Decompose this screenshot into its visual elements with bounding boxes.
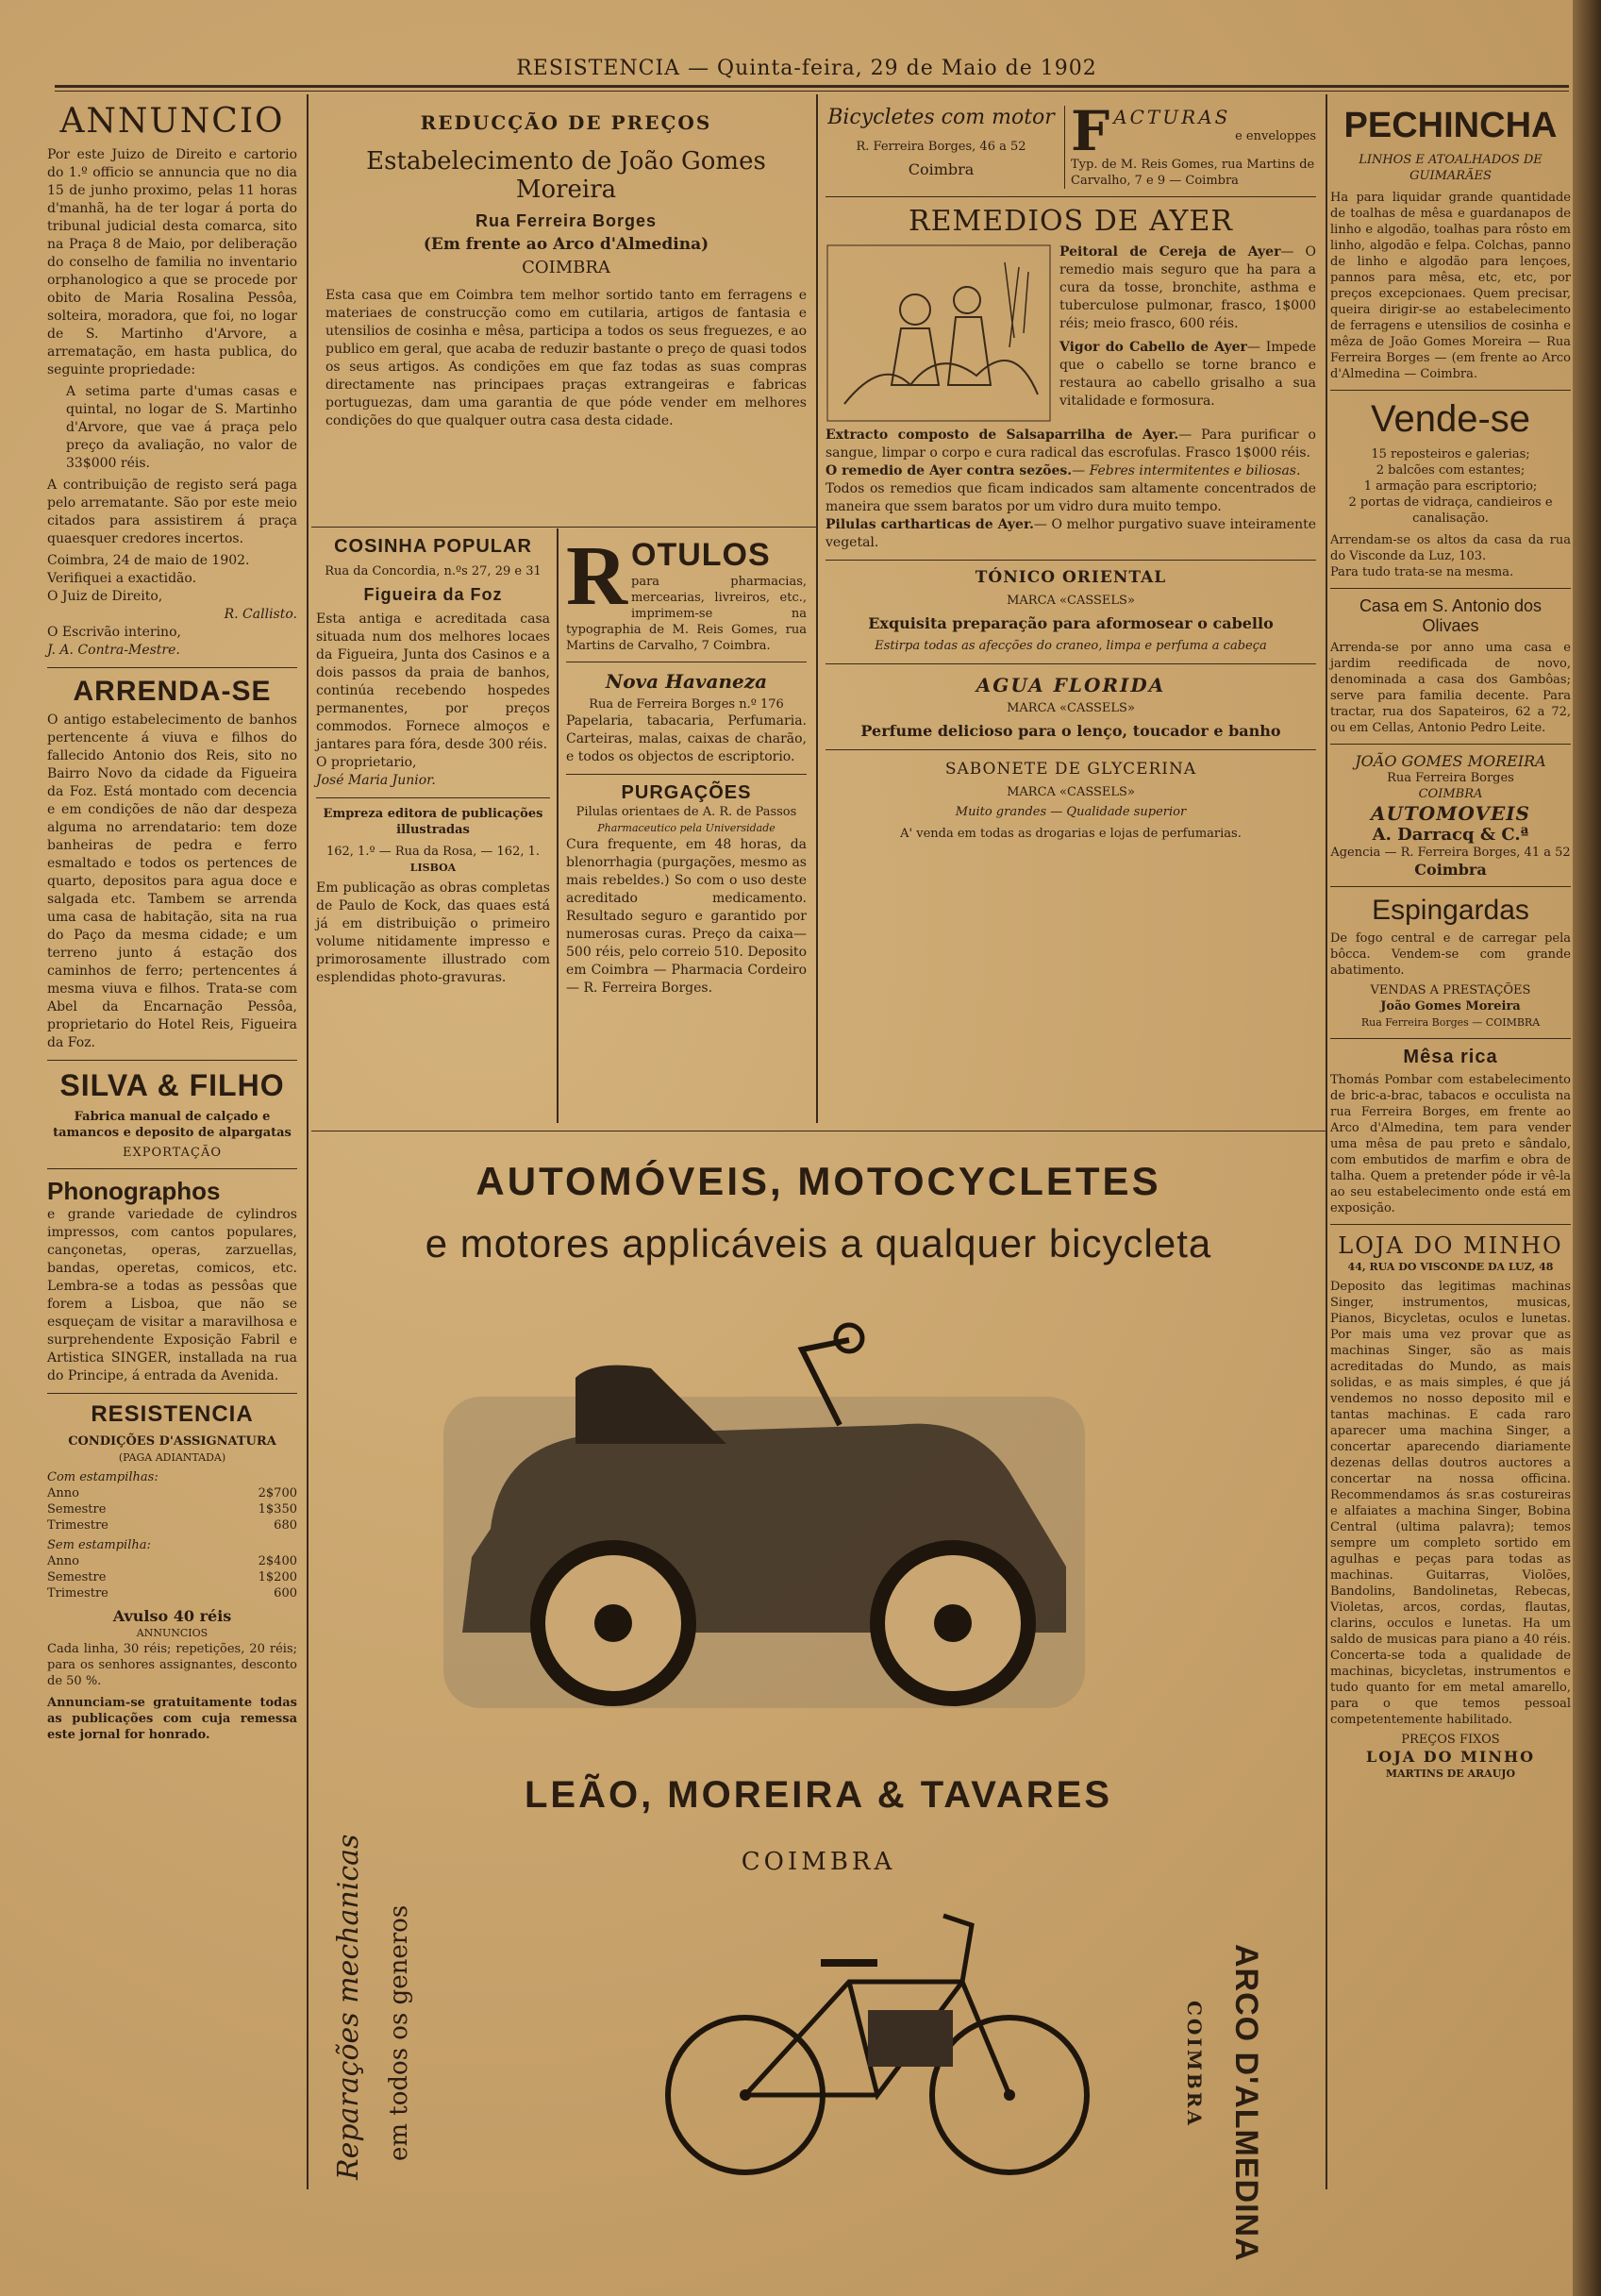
casa-title: Casa em S. Antonio dos Olivaes <box>1359 596 1543 635</box>
price-row <box>47 1501 297 1517</box>
divider <box>1330 886 1571 887</box>
resistencia-line-price: Cada linha, 30 réis; repetições, 20 réis; para os senhores assignantes, desconto de 50 %. <box>47 1642 297 1688</box>
ayer-exq: Exquisita preparação para aformosear o cabello <box>868 614 1274 632</box>
header-rule <box>55 85 1569 88</box>
price-row <box>47 1485 297 1501</box>
ayer-perfume: Perfume delicioso para o lenço, toucador e banho <box>860 722 1281 740</box>
purgacoes-body: Cura frequente, em 48 horas, da blenorrhagia (purgações, mesmo as mais rebeldes.) So com o uso deste acreditado medicamento. Resultado seguro e garantido por numerosas curas. Preço da caixa—500 réis, pelo correio 510. Deposito em Coimbra — Pharmacia Cordeiro — R. Ferreira Borges. <box>566 837 807 996</box>
divider <box>1330 1224 1571 1225</box>
pechincha-sub: LINHOS E ATOALHADOS DE GUIMARÃES <box>1359 153 1543 183</box>
ayer-illustration-icon <box>826 243 1052 423</box>
resistencia-annuncios: ANNUNCIOS <box>136 1627 208 1639</box>
automoveis-city: Coimbra <box>1414 861 1487 879</box>
resistencia-with-stamp: Com estampilhas: <box>47 1470 158 1484</box>
automoveis-firm: A. Darracq & C.ª <box>1372 825 1529 845</box>
auto-side-1: Reparações mechanicas <box>332 1834 365 2180</box>
reducao-title: REDUCÇÃO DE PREÇOS <box>420 111 712 134</box>
annuncio-body2: A contribuição de registo será paga pelo arrematante. São por este meio citados para assistirem á praça quaesquer credores incertos. <box>47 478 297 546</box>
bicycles-title: Bicycletes com motor <box>827 106 1055 129</box>
annuncio-item: A setima parte d'umas casas e quintal, no logar de S. Martinho d'Arvore, que vae á praça pelo preço da avaliação, no valor de 33$000 réis. <box>66 384 297 471</box>
price-row <box>47 1517 297 1533</box>
ayer-remedios: Todos os remedios que ficam indicados sam altamente concentrados de maneira que ssem baratos por um vidro dura muito tempo. <box>826 481 1316 514</box>
divider <box>1330 588 1571 589</box>
cosinha-town: Figueira da Foz <box>363 585 503 604</box>
resistencia-title: RESISTENCIA <box>91 1401 254 1427</box>
cosinha-owner: José Maria Junior. <box>316 773 436 788</box>
annuncio-date: Coimbra, 24 de maio de 1902. <box>47 553 250 568</box>
price-label: Trimestre <box>47 1586 108 1600</box>
automoveis-title: AUTOMOVEIS <box>1370 802 1531 825</box>
espingardas-addr: Rua Ferreira Borges — COIMBRA <box>1360 1016 1541 1029</box>
loja-fixed: PREÇOS FIXOS <box>1401 1733 1500 1747</box>
espingardas-body: De fogo central e de carregar pela bôcca. Vendem-se com grande abatimento. <box>1330 931 1571 978</box>
mesa-title: Mêsa rica <box>1403 1047 1498 1067</box>
espingardas-vendas: VENDAS A PRESTAÇÕES <box>1370 983 1531 997</box>
resistencia-avulso: Avulso 40 réis <box>112 1607 232 1625</box>
divider <box>47 667 297 668</box>
joao-city: COIMBRA <box>1418 787 1483 801</box>
column-rule-4 <box>1326 94 1327 2189</box>
espingardas-name: João Gomes Moreira <box>1380 999 1521 1014</box>
loja-title: LOJA DO MINHO <box>1338 1232 1563 1259</box>
empresa-city: LISBOA <box>409 862 457 874</box>
column-rule-3 <box>816 94 818 1123</box>
ayer-venda: A' venda em todas as drogarias e lojas de perfumarias. <box>900 827 1242 841</box>
ayer-tonico: TÓNICO ORIENTAL <box>975 568 1167 587</box>
auto-ad <box>316 1159 1321 1266</box>
price-value: 1$350 <box>258 1502 297 1517</box>
arrenda-body: O antigo estabelecimento de banhos pertencente á viuva e filhos do fallecido Antonio dos Reis, sito no Bairro Novo da cidade da Figueira da Foz. Está montado com decencia e em condições de não dar despeza alguma no arrendatario: tem doze banheiras de pedra e ferro esmaltado e todos os pertences de quarto, depositos para agua doce e salgada etc. Tambem se arrenda uma casa de habitação, sita na rua do Paço da mesma cidade; e um terreno junto á estação dos caminhos de ferro; pertencentes á mesma viuva e filhos. Trata-se com Abel da Encarnação Pessôa, proprietario do Hotel Reis, Figueira da Foz. <box>47 712 297 1050</box>
resistencia-free: Annunciam-se gratuitamente todas as publicações com cuja remessa este jornal for honrado. <box>47 1696 297 1742</box>
ayer-extracto-title: Extracto composto de Salsaparrilha de Ayer. <box>826 427 1179 443</box>
column-3 <box>566 536 807 997</box>
header-rule-thin <box>55 91 1569 92</box>
bicycles-city: Coimbra <box>908 160 975 178</box>
annuncio-clerk: J. A. Contra-Mestre. <box>47 643 180 658</box>
page-edge-shadow <box>1573 0 1601 2296</box>
automobile-illustration-icon <box>406 1321 1123 1746</box>
ayer-extracto: — Para purificar o sangue, limpar o corpo e cura radical das escrofulas. Frasco 1$000 réis. <box>826 427 1316 461</box>
facturas-letter: F <box>1071 106 1110 163</box>
vende-trata: Para tudo trata-se na mesma. <box>1330 565 1514 579</box>
divider <box>1330 1038 1571 1039</box>
price-label: Anno <box>47 1554 79 1568</box>
annuncio-clerk-role: O Escrivão interino, <box>47 625 181 640</box>
divider <box>316 797 550 798</box>
price-label: Semestre <box>47 1570 107 1584</box>
havaneza-addr: Rua de Ferreira Borges n.º 176 <box>589 697 784 712</box>
phono-title: Phonographos <box>47 1177 221 1205</box>
silva-sub: Fabrica manual de calçado e tamancos e deposito de alpargatas <box>53 1110 292 1140</box>
ayer-sezoes-title: O remedio de Ayer contra sezões. <box>826 463 1073 478</box>
ayer-muito: Muito grandes — Qualidade superior <box>955 805 1187 819</box>
auto-title-1: AUTOMÓVEIS, MOTOCYCLETES <box>475 1159 1161 1203</box>
cosinha-body: Esta antiga e acreditada casa situada num dos melhores locaes da Figueira, Junta dos Casinos e a dois passos da praia de banhos, continúa recebendo hospedes permanentes, por preços commodos. Fornece almoços e jantares para fóra, desde 300 réis. <box>316 612 550 752</box>
divider <box>826 196 1316 197</box>
reducao-shop: Estabelecimento de João Gomes Moreira <box>366 147 766 204</box>
reducao-body: Esta casa que em Coimbra tem melhor sortido tanto em ferragens e materiaes de construcção como em cutilaria, artigos de fantasia e utensilios de cosinha e mêsa, participa a todos os seus freguezes, e ao publico em geral, que acaba de reduzir bastante o preço de quasi todos os seus artigos. As condições em que faz todas as suas compras directamente nas principaes praças extrangeiras e fabricas portuguezas, dam uma garantia de que póde vender em melhores condições do que qualquer outra casa desta cidade. <box>325 288 807 428</box>
auto-side-4: COIMBRA <box>1183 2001 1206 2128</box>
havaneza-title: Nova Havaneza <box>605 670 768 693</box>
resistencia-price-table-1 <box>47 1485 297 1533</box>
rotulos-body: para pharmacias, mercearias, livreiros, etc., imprimem-se na typographia de M. Reis Gomes, rua Martins de Carvalho, 7 Coimbra. <box>566 575 807 653</box>
divider <box>47 1168 297 1169</box>
rotulos-block <box>566 536 807 654</box>
facturas-sub: e enveloppes <box>1235 129 1316 143</box>
resistencia-sem-stamp: Sem estampilha: <box>47 1538 151 1552</box>
cosinha-addr: Rua da Concordia, n.ºs 27, 29 e 31 <box>325 564 542 578</box>
column-rule-2 <box>557 528 559 1123</box>
empresa-body: Em publicação as obras completas de Paulo de Kock, das quaes está já em distribuição o primeiro volume nitidamente impresso e primorosamente illustrado com esplendidas photo-gravuras. <box>316 880 550 985</box>
pechincha-body: Ha para liquidar grande quantidade de toalhas de mêsa e guardanapos de linho e algodão, toalhas para rôsto em linho, algodão e felpa. Colchas, panno de linho e algodão para lençoes, pannos para mêsa, etc, etc, por preços excepcionaes. Quem precisar, queira dirigir-se ao estabelecimento de ferragens e utensilios de cosinha e mêza de João Gomes Moreira — Rua Ferreira Borges — (em frente ao Arco d'Almedina — Coimbra. <box>1330 191 1571 381</box>
column-2 <box>316 536 550 987</box>
cosinha-owner-role: O proprietario, <box>316 755 417 770</box>
ayer-pilulas: — O melhor purgativo suave inteiramente vegetal. <box>826 517 1316 550</box>
loja-name: LOJA DO MINHO <box>1366 1748 1535 1766</box>
ayer-estirpa: Estirpa todas as afecções do craneo, limpa e perfuma a cabeça <box>875 639 1267 653</box>
ayer-peitoral: — O remedio mais seguro que ha para a cura da tosse, bronchite, asthma e tuberculose pulmonar, frasco, 1$000 réis; meio frasco, 600 réis. <box>1059 244 1316 331</box>
resistencia-conditions: CONDIÇÕES D'ASSIGNATURA <box>68 1434 276 1449</box>
annuncio-verify: Verifiquei a exactidão. <box>47 571 197 586</box>
silva-title: SILVA & FILHO <box>59 1068 285 1102</box>
vende-item: 2 portas de vidraça, candieiros e canalisação. <box>1348 495 1553 526</box>
ayer-top <box>826 243 1316 423</box>
arrenda-title: ARRENDA-SE <box>73 676 272 707</box>
vende-list <box>1330 446 1571 527</box>
ayer-marca-3: MARCA «CASSELS» <box>1007 785 1135 799</box>
phono-body: e grande variedade de cylindros impressos, com cantos populares, cançonetas, operas, zarzuellas, bandas, operetas, comicos, etc. Lembra-se a todas as pessôas que forem a Lisboa, que não se esqueçam de visitar a maravilhosa e surprehendente Exposição Fabril e Artistica SINGER, installada na rua do Principe, á entrada da Avenida. <box>47 1207 297 1383</box>
pechincha-title: PECHINCHA <box>1343 106 1558 145</box>
divider <box>1330 390 1571 391</box>
silva-export: EXPORTAÇÃO <box>122 1146 223 1160</box>
empresa-addr: 162, 1.º — Rua da Rosa, — 162, 1. <box>325 845 541 859</box>
price-label: Anno <box>47 1486 79 1500</box>
ayer-vigor: — Impede que o cabello se torne branco e restaura ao cabello grisalho a sua vitalidade e formosura. <box>1059 340 1316 409</box>
resistencia-paid: (PAGA ADIANTADA) <box>118 1451 226 1464</box>
price-label: Semestre <box>47 1502 107 1517</box>
auto-title-2: e motores applicáveis a qualquer bicycleta <box>425 1221 1212 1265</box>
price-value: 2$700 <box>258 1486 297 1500</box>
resistencia-price-table-2 <box>47 1553 297 1601</box>
motorcycle-illustration-icon <box>660 1906 1094 2189</box>
auto-city: COIMBRA <box>741 1848 896 1876</box>
loja-addr: 44, RUA DO VISCONDE DA LUZ, 48 <box>1347 1261 1554 1273</box>
rotulos-title: OTULOS <box>631 537 771 573</box>
espingardas-title: Espingardas <box>1372 895 1529 926</box>
price-row <box>47 1585 297 1601</box>
rotulos-letter: R <box>566 536 627 623</box>
column-rule-1 <box>307 94 309 2189</box>
vende-title: Vende-se <box>1370 398 1531 440</box>
annuncio-judge-role: O Juiz de Direito, <box>47 589 163 604</box>
price-value: 680 <box>274 1518 297 1533</box>
ayer-sabonete: SABONETE DE GLYCERINA <box>944 760 1197 779</box>
empresa-title: Empreza editora de publicações illustradas <box>323 807 543 837</box>
ayer-marca-1: MARCA «CASSELS» <box>1007 594 1135 608</box>
reducao-street: Rua Ferreira Borges <box>475 211 658 230</box>
divider <box>1330 744 1571 745</box>
annuncio-judge: R. Callisto. <box>224 607 297 622</box>
reducao-front: (Em frente ao Arco d'Almedina) <box>423 235 709 254</box>
ayer-title: REMEDIOS DE AYER <box>909 205 1233 238</box>
price-label: Trimestre <box>47 1518 108 1533</box>
auto-firm: LEÃO, MOREIRA & TAVARES <box>524 1774 1113 1816</box>
purgacoes-sub: Pilulas orientaes de A. R. de Passos <box>575 805 797 819</box>
bicycles-addr: R. Ferreira Borges, 46 a 52 <box>856 140 1026 154</box>
vende-item: 1 armação para escriptorio; <box>1363 479 1538 494</box>
divider <box>566 774 807 775</box>
facturas-body: Typ. de M. Reis Gomes, rua Martins de Carvalho, 7 e 9 — Coimbra <box>1071 158 1315 188</box>
annuncio-body: Por este Juizo de Direito e cartorio do 1.º officio se annuncia que no dia 15 de junho proximo, pelas 11 horas d'manhã, ha de ter logar á porta do tribunal judicial desta comarca, sito na Praça 8 de Maio, por deliberação do conselho de familia no inventario orphanologico a que se procede por obito de Maria Rosalina Pessôa, solteira, moradora, que foi, no logar de S. Martinho d'Arvore, a arrematação, em hasta publica, do seguinte propriedade: <box>47 147 297 377</box>
price-value: 600 <box>274 1586 297 1600</box>
price-row <box>47 1553 297 1569</box>
price-value: 2$400 <box>258 1554 297 1568</box>
auto-side-3: ARCO D'ALMEDINA <box>1228 1944 1264 2262</box>
automoveis-agency: Agencia — R. Ferreira Borges, 41 a 52 <box>1330 846 1571 860</box>
price-row <box>47 1569 297 1585</box>
ayer-vigor-title: Vigor do Cabello de Ayer <box>1059 340 1247 355</box>
bicycles-ad <box>826 106 1057 189</box>
purgacoes-title: PURGAÇÕES <box>621 782 752 803</box>
loja-owner: MARTINS DE ARAUJO <box>1385 1768 1516 1780</box>
cosinha-title: COSINHA POPULAR <box>334 536 532 557</box>
column-5 <box>1330 106 1571 1782</box>
divider <box>826 560 1316 561</box>
purgacoes-role: Pharmaceutico pela Universidade <box>597 822 775 834</box>
casa-body: Arrenda-se por anno uma casa e jardim reedificada de novo, denominada a casa dos Gambôas; serve para familia decente. Para tractar, rua dos Sapateiros, 62 a 72, ou em Cellas, Antonio Pedro Leite. <box>1330 641 1571 735</box>
loja-body: Deposito das legitimas machinas Singer, instrumentos, musicas, Pianos, Bicycletas, oculos e lunetas. Por mais uma vez provar que as machinas Singer, são as mais acreditadas do Mundo, as mais solidas, e as mais simples, é que já vendemos no nosso deposito mil e tantas machinas. E cada raro aparecer uma machina Singer, a concertar aparecendo diariamente dezenas dellas doutros auctores a concertar na nossa officina. Recommendamos ás sr.as costureiras e alfaiates a machina Singer, Bobina Central (ultima palavra); temos sempre um completo sortido em agulhas e peças para todas as machinas. Guitarras, Violões, Bandolins, Bandolinetas, Rebecas, Violetas, arcos, cordas, flautas, clarins, occulos e lunetas. Ha um saldo de musicas para piano a 40 réis. Concerta-se toda a qualidade de machinas, bicycletas, instrumentos e tudo quanto for em metal amarello, para o que temos pessoal competentemente habilitado. <box>1330 1280 1571 1727</box>
havaneza-body: Papelaria, tabacaria, Perfumaria. Carteiras, malas, caixas de charão, e todos os objectos de escriptorio. <box>566 713 807 764</box>
auto-side-2: em todos os generos <box>385 1904 413 2161</box>
reducao-block <box>325 111 807 430</box>
column-4-top-ads <box>826 106 1316 189</box>
page-header: RESISTENCIA — Quinta-feira, 29 de Maio de 1902 <box>516 57 1097 80</box>
mesa-body: Thomás Pombar com estabelecimento de bric-a-brac, tabacos e occulista na rua Ferreira Borges, em frente ao Arco d'Almedina, tem para vender uma mêsa de pau preto e sândalo, com embutidos de marfim e obra de talha. Quem a pretender póde ir vê-la ao seu estabelecimento onde está em exposição. <box>1330 1073 1571 1215</box>
price-value: 1$200 <box>258 1570 297 1584</box>
vende-body: Arrendam-se os altos da casa da rua do Visconde da Luz, 103. <box>1330 533 1571 563</box>
reducao-rule <box>311 527 816 528</box>
column-1 <box>47 102 297 1743</box>
joao-addr: Rua Ferreira Borges <box>1387 771 1514 785</box>
joao-name: JOÃO GOMES MOREIRA <box>1355 752 1546 770</box>
divider <box>47 1060 297 1061</box>
vende-item: 15 reposteiros e galerias; <box>1371 447 1530 461</box>
ayer-peitoral-title: Peitoral de Cereja de Ayer <box>1059 244 1281 260</box>
divider <box>826 663 1316 664</box>
ayer-pilulas-title: Pilulas cartharticas de Ayer. <box>826 517 1034 532</box>
reducao-city: COIMBRA <box>522 258 610 277</box>
facturas-title: ACTURAS <box>1113 106 1231 128</box>
vende-item: 2 balcões com estantes; <box>1376 463 1526 478</box>
divider <box>47 1393 297 1394</box>
ayer-marca-2: MARCA «CASSELS» <box>1007 701 1135 715</box>
ayer-sezoes: — Febres intermitentes e biliosas. <box>1072 463 1301 478</box>
ayer-agua: AGUA FLORIDA <box>976 674 1166 696</box>
annuncio-title: ANNUNCIO <box>59 102 285 141</box>
column-4 <box>826 106 1316 842</box>
divider <box>826 749 1316 750</box>
facturas-ad <box>1064 106 1316 189</box>
